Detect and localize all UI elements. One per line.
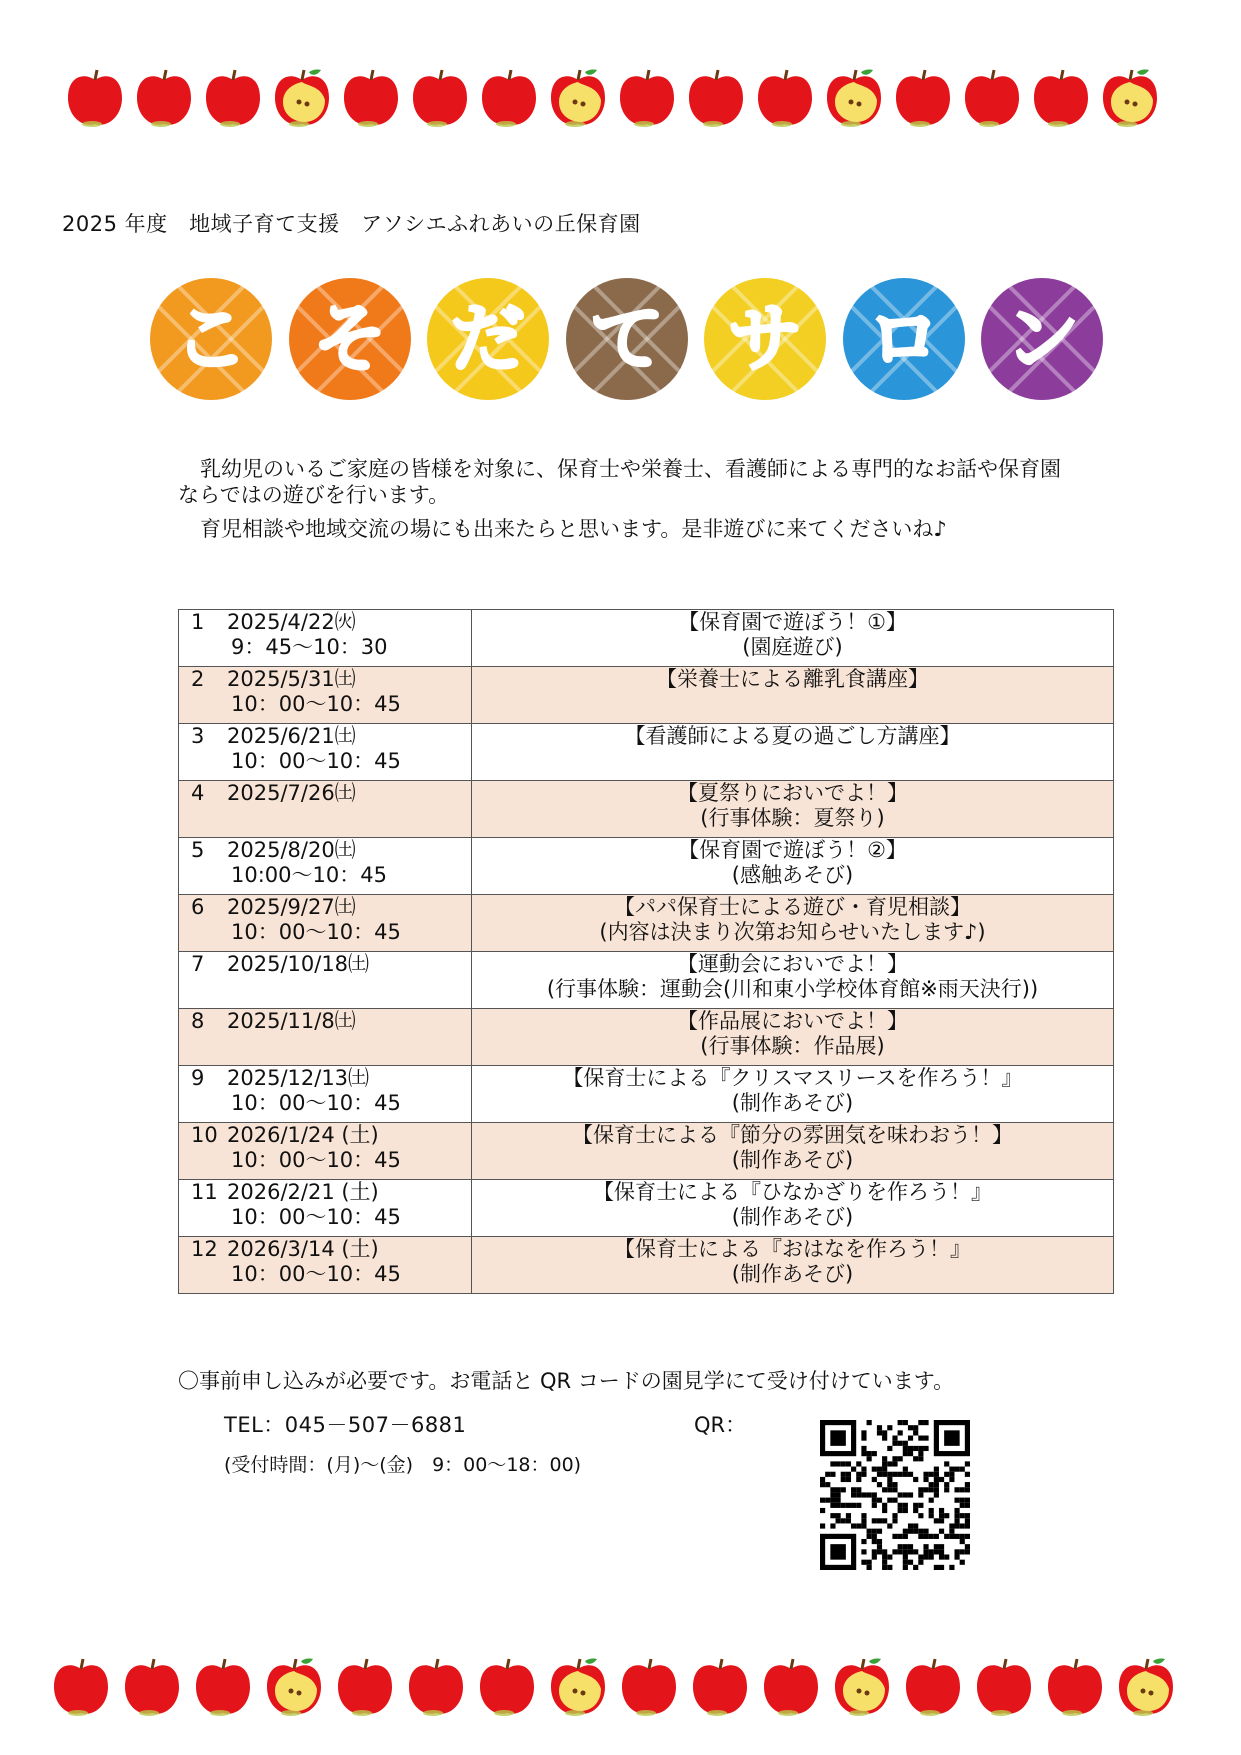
session-date: 2025/11/8㈯ [227, 1009, 356, 1033]
title-char-circle [148, 276, 274, 402]
session-title: 【保育園で遊ぼう！①】 [678, 610, 907, 634]
session-title: 【運動会においでよ！】 [677, 952, 908, 976]
table-row [179, 1009, 1114, 1066]
session-time: 10：00～10：45 [231, 1205, 401, 1229]
session-number: 7 [191, 952, 205, 976]
apple-icon [478, 66, 540, 130]
session-number: 10 [191, 1123, 218, 1147]
title-char: こ [174, 296, 248, 382]
session-date: 2025/12/13㈯ [227, 1066, 370, 1090]
schedule-event-cell [472, 1066, 1114, 1123]
schedule-date-cell [179, 1180, 472, 1237]
cut-apple-icon [1099, 66, 1161, 130]
title-char: ン [1005, 296, 1079, 382]
cut-apple-icon [1115, 1655, 1177, 1719]
apple-icon [64, 66, 126, 130]
apple-icon [892, 66, 954, 130]
phone-number[interactable]: TEL：045－507－6881 [224, 1413, 467, 1437]
session-title: 【看護師による夏の過ごし方講座】 [624, 724, 961, 748]
apple-icon [192, 1655, 254, 1719]
session-title: 【作品展においでよ！】 [677, 1009, 908, 1033]
schedule-event-cell [472, 724, 1114, 781]
cut-apple-icon [263, 1655, 325, 1719]
session-number: 1 [191, 610, 205, 634]
session-date: 2025/9/27㈯ [227, 895, 356, 919]
schedule-event-cell [472, 781, 1114, 838]
schedule-date-cell [179, 1123, 472, 1180]
apple-icon [1030, 66, 1092, 130]
session-number: 9 [191, 1066, 205, 1090]
schedule-event-cell [472, 610, 1114, 667]
session-time: 10：00～10：45 [231, 1148, 401, 1172]
title-char-circle [425, 276, 551, 402]
reception-hours: (受付時間：(月)～(金) 9：00～18：00) [224, 1454, 582, 1476]
session-time: 10：00～10：45 [231, 920, 401, 944]
session-number: 12 [191, 1237, 218, 1261]
apple-icon [202, 66, 264, 130]
session-time: 10：00～10：45 [231, 749, 401, 773]
apple-border-bottom [0, 1655, 1241, 1725]
session-date: 2025/7/26㈯ [227, 781, 356, 805]
title-char: ロ [866, 296, 941, 382]
apple-icon [121, 1655, 183, 1719]
session-title: 【保育士による『おはなを作ろう！』 [614, 1237, 971, 1261]
table-row [179, 1123, 1114, 1180]
session-date: 2025/8/20㈯ [227, 838, 356, 862]
title-char: だ [451, 296, 525, 382]
intro-text [178, 456, 1078, 542]
apple-icon [973, 1655, 1035, 1719]
apple-icon [334, 1655, 396, 1719]
schedule-event-cell [472, 895, 1114, 952]
schedule-date-cell [179, 724, 472, 781]
session-date: 2025/5/31㈯ [227, 667, 356, 691]
table-row [179, 781, 1114, 838]
session-detail: (制作あそび) [731, 1262, 854, 1286]
organization-header: 2025 年度 地域子育て支援 アソシエふれあいの丘保育園 [62, 212, 641, 236]
qr-label: QR： [694, 1413, 747, 1437]
apple-icon [616, 66, 678, 130]
apple-icon [685, 66, 747, 130]
session-title: 【保育士による『クリスマスリースを作ろう！』 [562, 1066, 1023, 1090]
session-detail: (感触あそび) [731, 863, 854, 887]
schedule-date-cell [179, 1066, 472, 1123]
apple-icon [689, 1655, 751, 1719]
session-number: 3 [191, 724, 205, 748]
session-date: 2026/3/14 (土) [227, 1237, 379, 1261]
table-row [179, 667, 1114, 724]
session-time: 10：00～10：45 [231, 1091, 401, 1115]
schedule-event-cell [472, 1180, 1114, 1237]
table-row [179, 1066, 1114, 1123]
table-row [179, 610, 1114, 667]
table-row [179, 895, 1114, 952]
title-char: て [589, 296, 664, 382]
title-char: そ [312, 296, 387, 382]
session-number: 5 [191, 838, 205, 862]
intro-paragraph-2: 育児相談や地域交流の場にも出来たらと思います。是非遊びに来てくださいね♪ [200, 517, 947, 541]
apple-icon [961, 66, 1023, 130]
intro-paragraph-1: 乳幼児のいるご家庭の皆様を対象に、保育士や栄養士、看護師による専門的なお話や保育園ならではの遊びを行います。 [178, 457, 1061, 507]
table-row [179, 952, 1114, 1009]
session-detail: (内容は決まり次第お知らせいたします♪) [599, 920, 986, 944]
session-date: 2026/2/21 (土) [227, 1180, 379, 1204]
session-time: 10:00～10：45 [231, 863, 387, 887]
cut-apple-icon [831, 1655, 893, 1719]
apple-icon [1044, 1655, 1106, 1719]
session-title: 【保育士による『節分の雰囲気を味わおう！】 [572, 1123, 1013, 1147]
apple-icon [618, 1655, 680, 1719]
session-detail: (制作あそび) [731, 1148, 854, 1172]
session-number: 8 [191, 1009, 205, 1033]
session-number: 2 [191, 667, 205, 691]
session-title: 【保育園で遊ぼう！②】 [678, 838, 907, 862]
session-date: 2025/10/18㈯ [227, 952, 370, 976]
schedule-date-cell [179, 781, 472, 838]
table-row [179, 724, 1114, 781]
session-title: 【夏祭りにおいでよ！】 [677, 781, 908, 805]
session-date: 2026/1/24 (土) [227, 1123, 379, 1147]
session-time: 9：45～10：30 [231, 635, 388, 659]
session-detail: (行事体験：夏祭り) [700, 806, 885, 830]
cut-apple-icon [823, 66, 885, 130]
table-row [179, 1180, 1114, 1237]
title-char-circle [702, 276, 828, 402]
schedule-event-cell [472, 1237, 1114, 1294]
cut-apple-icon [271, 66, 333, 130]
schedule-date-cell [179, 952, 472, 1009]
table-row [179, 838, 1114, 895]
schedule-event-cell [472, 838, 1114, 895]
qr-code-icon[interactable] [820, 1420, 970, 1570]
session-number: 6 [191, 895, 205, 919]
cut-apple-icon [547, 1655, 609, 1719]
title-char: サ [728, 296, 802, 382]
apple-icon [760, 1655, 822, 1719]
apple-icon [133, 66, 195, 130]
session-date: 2025/4/22㈫ [227, 610, 356, 634]
cut-apple-icon [547, 66, 609, 130]
apple-icon [409, 66, 471, 130]
session-detail: (園庭遊び) [742, 635, 843, 659]
session-title: 【栄養士による離乳食講座】 [656, 667, 929, 691]
title-char-circle [287, 276, 413, 402]
schedule-table [178, 609, 1114, 1294]
session-detail: (制作あそび) [731, 1091, 854, 1115]
session-number: 4 [191, 781, 205, 805]
schedule-date-cell [179, 895, 472, 952]
schedule-event-cell [472, 952, 1114, 1009]
title-banner [148, 276, 1108, 416]
session-detail: (行事体験：作品展) [700, 1034, 885, 1058]
session-time: 10：00～10：45 [231, 692, 401, 716]
schedule-event-cell [472, 1009, 1114, 1066]
title-char-circle [979, 276, 1105, 402]
session-detail: (行事体験：運動会(川和東小学校体育館※雨天決行)) [546, 977, 1039, 1001]
apple-border-top [0, 66, 1241, 136]
apple-icon [340, 66, 402, 130]
apple-icon [754, 66, 816, 130]
session-number: 11 [191, 1180, 218, 1204]
title-char-circle [564, 276, 690, 402]
registration-note: 〇事前申し込みが必要です。お電話と QR コードの園見学にて受け付けています。 [178, 1369, 955, 1393]
schedule-date-cell [179, 1237, 472, 1294]
session-time: 10：00～10：45 [231, 1262, 401, 1286]
schedule-event-cell [472, 1123, 1114, 1180]
session-detail: (制作あそび) [731, 1205, 854, 1229]
apple-icon [902, 1655, 964, 1719]
apple-icon [50, 1655, 112, 1719]
session-title: 【パパ保育士による遊び・育児相談】 [614, 895, 971, 919]
schedule-date-cell [179, 838, 472, 895]
session-title: 【保育士による『ひなかざりを作ろう！』 [593, 1180, 992, 1204]
title-char-circle [841, 276, 967, 402]
session-date: 2025/6/21㈯ [227, 724, 356, 748]
schedule-date-cell [179, 610, 472, 667]
apple-icon [405, 1655, 467, 1719]
schedule-event-cell [472, 667, 1114, 724]
schedule-date-cell [179, 667, 472, 724]
apple-icon [476, 1655, 538, 1719]
table-row [179, 1237, 1114, 1294]
schedule-date-cell [179, 1009, 472, 1066]
